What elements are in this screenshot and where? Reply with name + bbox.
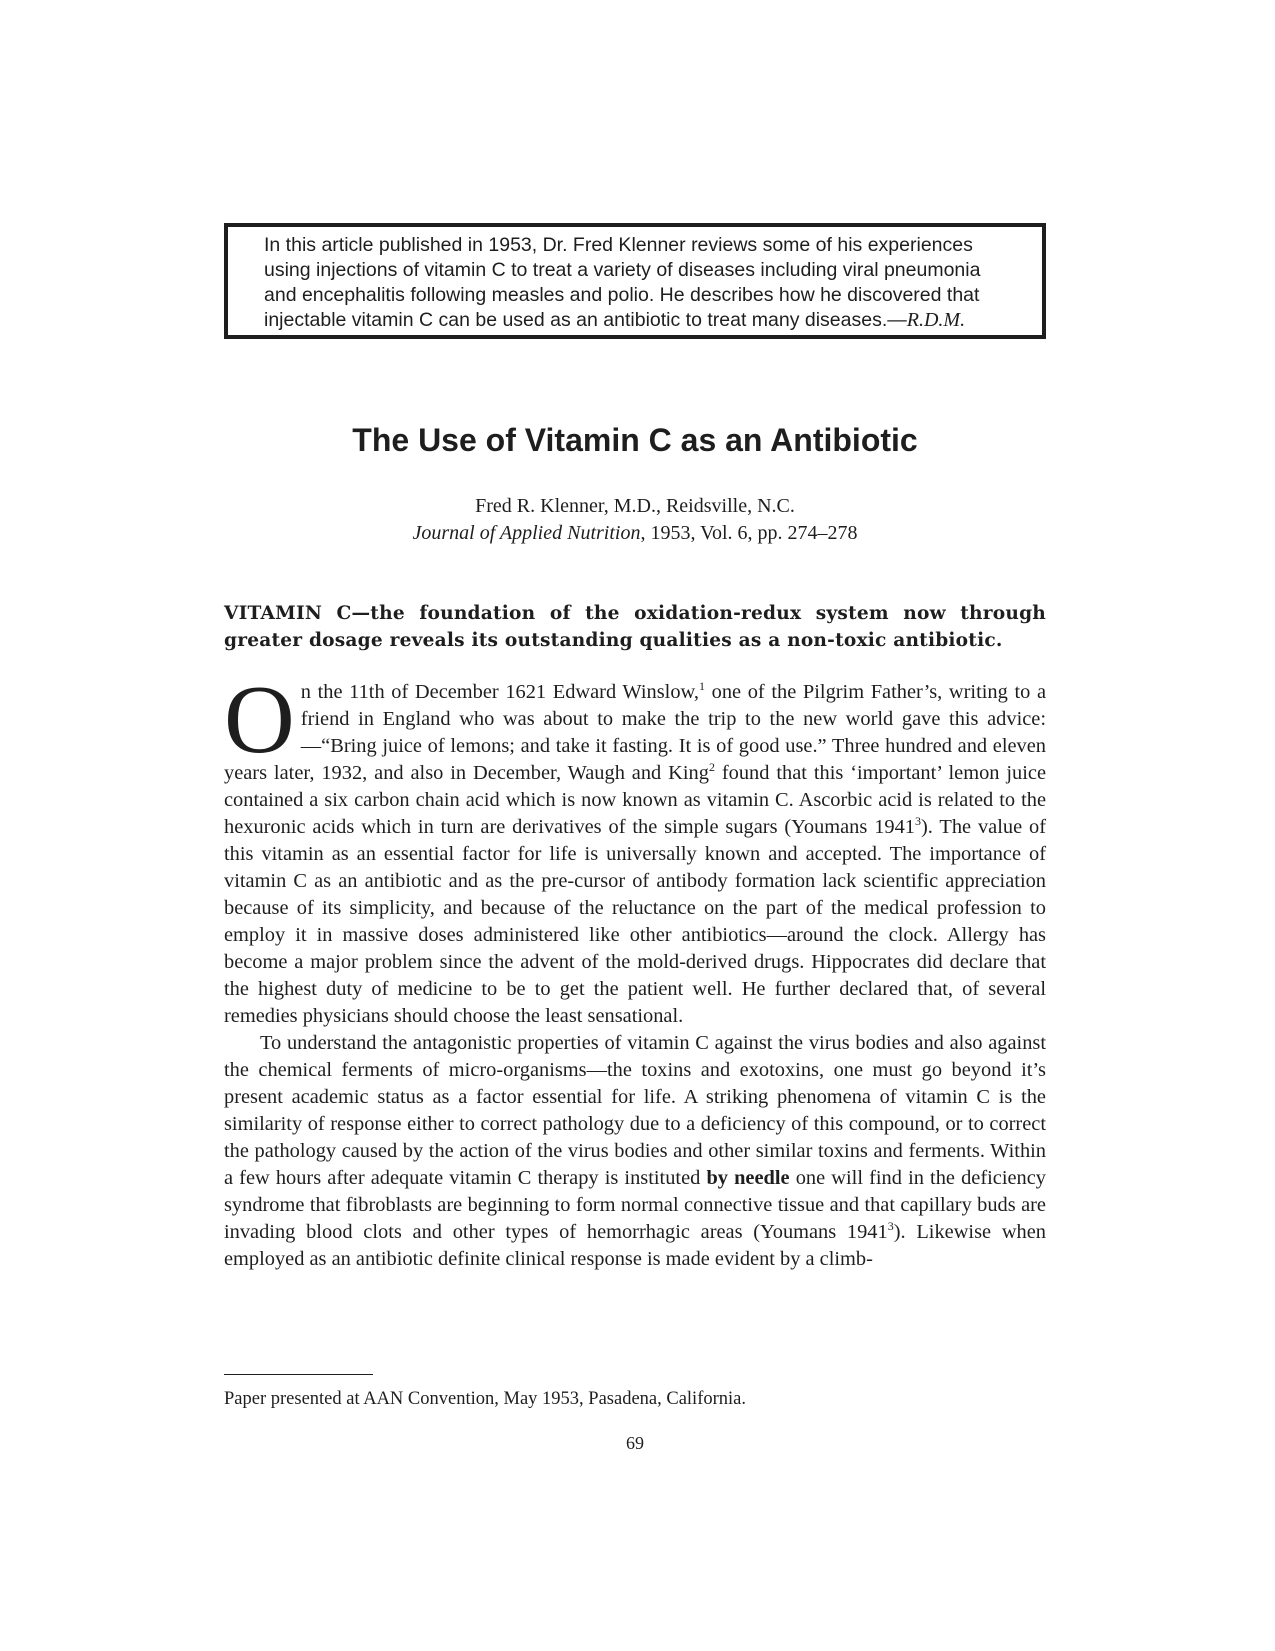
footnote-ref: 3	[914, 814, 921, 828]
footnote-divider	[224, 1374, 373, 1375]
byline	[224, 493, 1046, 547]
paragraph-text: n the 11th of December 1621 Edward Winslow,	[300, 681, 700, 703]
paragraph-text: To understand the antagonistic properties of vitamin C against the virus bodies and also against the chemical ferments of micro-organisms—the toxins and exotoxins, one must go beyond it’s present academic status as a factor essential for life. A striking phenomena of vitamin C is the similarity of response either to correct pathology due to a deficiency of this compound, or to correct the pathology caused by the action of the virus bodies and other similar toxins and ferments. Within a few hours after adequate vitamin C therapy is instituted	[224, 1032, 1046, 1189]
article-body	[224, 666, 1046, 1273]
summary-line: and encephalitis following measles and polio. He describes how he discovered that	[264, 284, 980, 306]
paragraph-text: found that this ‘important’ lemon juice contained a six carbon chain acid which is now known as vitamin C. Ascorbic acid is related to the hexuronic acids which in turn are derivatives of the simple sugars (Youmans 1941	[224, 762, 1046, 838]
footnote-ref: 3	[887, 1219, 894, 1233]
paragraph-text: ). The value of this vitamin as an essential factor for life is universally known and accepted. The importance of vitamin C as an antibiotic and as the pre-cursor of antibody formation lack scientific appreciation because of its simplicity, and because of the reluctance on the part of the medical profession to employ it in massive doses administered like other antibiotics—around the clock. Allergy has become a major problem since the advent of the mold-derived drugs. Hippocrates did declare that the highest duty of medicine to be to get the patient well. He further declared that, of several remedies physicians should choose the least sensational.	[224, 816, 1046, 1027]
author-line: Fred R. Klenner, M.D., Reidsville, N.C.	[475, 495, 795, 517]
summary-line-last	[264, 308, 1010, 333]
citation-details: , 1953, Vol. 6, pp. 274–278	[640, 522, 858, 544]
summary-line: In this article published in 1953, Dr. Fred Klenner reviews some of his experiences	[264, 234, 973, 256]
bold-phrase: by needle	[706, 1167, 790, 1189]
footnote-ref: 1	[699, 679, 706, 693]
editor-summary-box	[224, 223, 1046, 339]
editor-signature: R.D.M.	[906, 309, 966, 331]
footnote: Paper presented at AAN Convention, May 1953, Pasadena, California.	[224, 1389, 746, 1409]
paragraph	[224, 666, 1046, 1030]
drop-cap: O	[224, 666, 295, 774]
page-number: 69	[626, 1433, 644, 1453]
summary-line-text: injectable vitamin C can be used as an antibiotic to treat many diseases.—	[264, 309, 907, 331]
footnote-ref: 2	[708, 760, 715, 774]
lead-statement: VITAMIN C—the foundation of the oxidation-redux system now through greater dosage reveals its outstanding qualities as a non-toxic antibiotic.	[224, 603, 1046, 651]
paragraph-text: one will find in the deficiency syndrome that fibroblasts are beginning to form normal connective tissue and that capillary buds are invading blood clots and other types of hemorrhagic areas (Youmans 1941	[224, 1167, 1046, 1243]
paragraph-text: one of the Pilgrim Father’s, writing to a friend in England who was about to make the trip to the new world gave this advice:—“Bring juice of lemons; and take it fasting. It is of good use.” Three hundred and eleven years later, 1932, and also in December, Waugh and King	[224, 681, 1046, 784]
citation-line	[224, 520, 1046, 547]
article-title: The Use of Vitamin C as an Antibiotic	[352, 422, 918, 458]
paragraph-text: ). Likewise when employed as an antibiotic definite clinical response is made evident by a climb-	[224, 1221, 1046, 1270]
paragraph	[224, 1030, 1046, 1273]
journal-name: Journal of Applied Nutrition	[412, 522, 641, 544]
summary-line: using injections of vitamin C to treat a variety of diseases including viral pneumonia	[264, 259, 981, 281]
